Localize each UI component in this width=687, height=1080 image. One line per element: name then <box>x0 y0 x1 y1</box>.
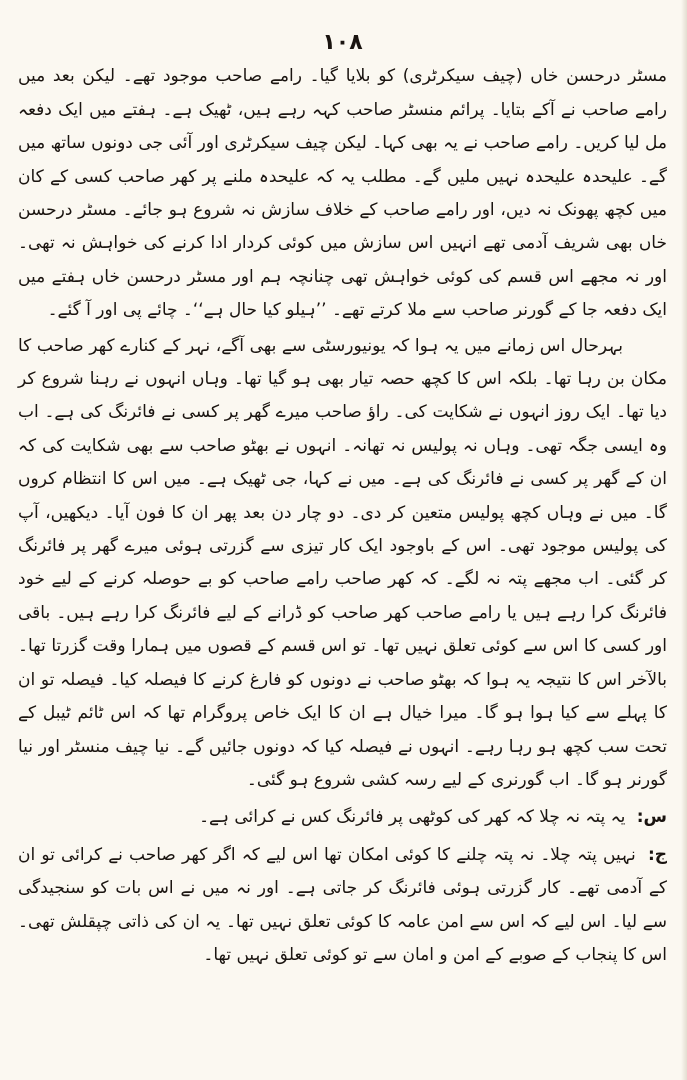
page-edge-shadow <box>681 0 687 1080</box>
paragraph: بہرحال اس زمانے میں یہ ہوا کہ یونیورسٹی سے بھی آگے، نہر کے کنارے کھر صاحب کا مکان بن رہا تھا۔ بلکہ اس کا کچھ حصہ تیار بھی ہو گیا تھا۔ وہاں انہوں نے رہنا شروع کر دیا تھا۔ ایک روز انہوں نے شکایت کی۔ راؤ صاحب میرے گھر پر کسی نے فائرنگ کی ہے۔ اب وہ ایسی جگہ تھی۔ وہاں نہ پولیس نہ تھانہ۔ انہوں نے بھٹو صاحب سے بھی شکایت کی کہ ان کے گھر پر کسی نے فائرنگ کی ہے۔ میں نے کہا، جی ٹھیک ہے۔ میں اس کا انتظام کروں گا۔ میں نے وہاں کچھ پولیس متعین کر دی۔ دو چار دن بعد پھر ان کا فون آیا۔ دیکھیں، آپ کی پولیس موجود تھی۔ اس کے باوجود ایک کار تیزی سے گزرتی ہوئی میرے گھر پر فائرنگ کر گئی۔ اب مجھے پتہ نہ لگے۔ کہ کھر صاحب رامے صاحب کو بے حوصلہ کرنے کے لیے خود فائرنگ کرا رہے ہیں یا رامے صاحب کھر صاحب کو ڈرانے کے لیے فائرنگ کرا رہے ہیں۔ باقی اور کسی کا اس سے کوئی تعلق نہیں تھا۔ تو اس قسم کے قصوں میں ہمارا وقت گزرتا تھا۔ بالآخر اس کا نتیجہ یہ ہوا کہ بھٹو صاحب نے دونوں کو فارغ کرنے کا فیصلہ کیا۔ فیصلہ تو ان کا پہلے سے کیا ہوا ہو گا۔ میرا خیال ہے ان کا ایک خاص پروگرام تھا کہ اس ٹائم ٹیبل کے تحت سب کچھ ہو رہا رہے۔ انہوں نے فیصلہ کیا کہ دونوں جائیں گے۔ نیا چیف منسٹر اور نیا گورنر ہو گا۔ اب گورنری کے لیے رسہ کشی شروع ہو گئی۔ <box>18 335 667 790</box>
body-text <box>18 60 667 972</box>
question-label: س: <box>636 807 667 828</box>
paragraph: مسٹر درحسن خاں (چیف سیکرٹری) کو بلایا گیا۔ رامے صاحب موجود تھے۔ لیکن بعد میں رامے صاحب نے آکے بتایا۔ پرائم منسٹر صاحب کہہ رہے ہیں، ٹھیک ہے۔ ہفتے میں ایک دفعہ مل لیا کریں۔ رامے صاحب نے یہ بھی کہا۔ لیکن چیف سیکرٹری اور آئی جی دونوں ساتھ میں گے۔ علیحدہ علیحدہ نہیں ملیں گے۔ مطلب یہ کہ علیحدہ ملنے پر کھر صاحب کسی کے کان میں کچھ پھونک نہ دیں، اور رامے صاحب کے خلاف سازش نہ شروع ہو جائے۔ مسٹر درحسن خاں بھی شریف آدمی تھے انہیں اس سازش میں کوئی کردار ادا کرنے کی خواہش نہ تھی۔ اور نہ مجھے اس قسم کی کوئی خواہش تھی چنانچہ ہم اور مسٹر درحسن خاں ہفتے میں ایک دفعہ جا کے گورنر صاحب سے ملا کرتے تھے۔ ’’ہیلو کیا حال ہے‘‘۔ چائے پی اور آ گئے۔ <box>18 66 667 321</box>
answer-label: ج: <box>647 844 667 865</box>
question-item <box>18 801 667 834</box>
answer-item <box>18 839 667 973</box>
question-text: یہ پتہ نہ چلا کہ کھر کی کوٹھی پر فائرنگ کس نے کرائی ہے۔ <box>199 807 626 828</box>
page-number: ۱۰۸ <box>322 30 363 55</box>
answer-text: نہیں پتہ چلا۔ نہ پتہ چلنے کا کوئی امکان تھا اس لیے کہ اگر کھر صاحب نے کرائی تو ان کے آدمی تھے۔ کار گزرتی ہوئی فائرنگ کر جاتی ہے۔ اور نہ میں نے اس بات کو سنجیدگی سے لیا۔ اس لیے کہ اس سے امن عامہ کا کوئی تعلق نہیں تھا۔ یہ ان کی ذاتی چپقلش تھی۔ اس کا پنجاب کے صوبے کے امن و امان سے تو کوئی تعلق نہیں تھا۔ <box>18 844 667 965</box>
